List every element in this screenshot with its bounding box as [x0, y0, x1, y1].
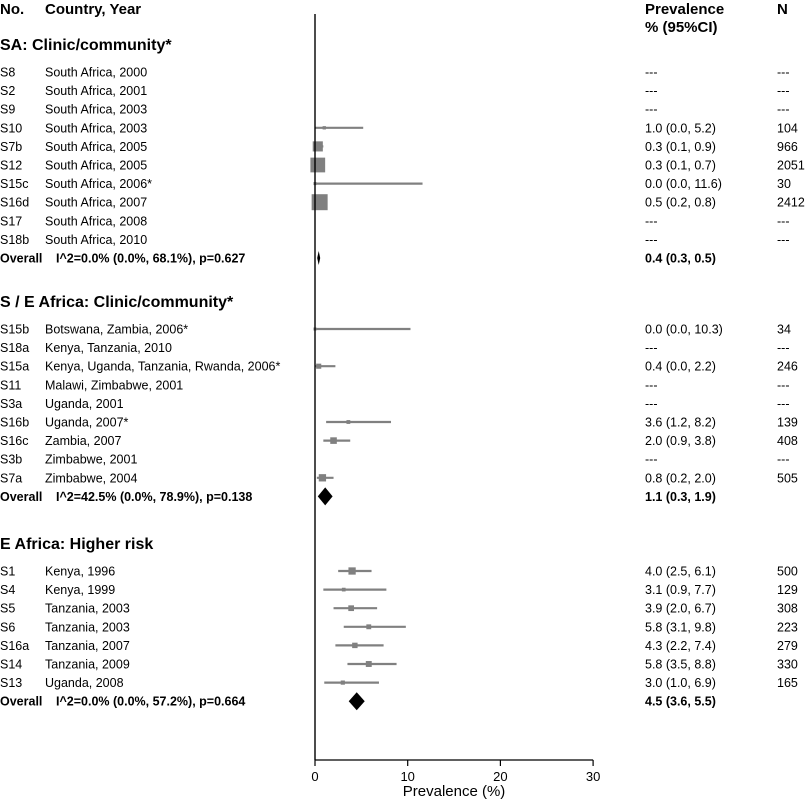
overall-estimate-text: 4.5 (3.6, 5.5) [645, 694, 716, 709]
study-estimate-text: 0.8 (0.2, 2.0) [645, 471, 716, 486]
study-id: S13 [0, 676, 23, 691]
study-label: Kenya, 1996 [45, 564, 116, 579]
study-row [0, 583, 798, 597]
study-row [0, 194, 805, 210]
study-id: S3a [0, 396, 23, 411]
study-label: Uganda, 2007* [45, 415, 129, 430]
study-id: S16b [0, 415, 30, 430]
study-n: 104 [777, 121, 798, 136]
study-label: Malawi, Zimbabwe, 2001 [45, 378, 184, 393]
pooled-estimate-diamond [318, 487, 333, 505]
study-point-square [342, 588, 346, 592]
study-estimate-text: --- [645, 84, 658, 99]
header-prevalence: Prevalence [645, 1, 725, 18]
study-id: S8 [0, 65, 16, 80]
study-label: South Africa, 2005 [45, 139, 148, 154]
header-no: No. [0, 1, 25, 18]
study-id: S16c [0, 434, 29, 449]
study-estimate-text: --- [645, 232, 658, 247]
study-id: S6 [0, 620, 16, 635]
study-row [0, 416, 798, 430]
study-row [0, 140, 798, 154]
study-id: S18b [0, 232, 30, 247]
study-point-square [313, 141, 323, 151]
study-row [0, 341, 790, 355]
study-estimate-text: 4.3 (2.2, 7.4) [645, 638, 716, 653]
study-id: S12 [0, 158, 23, 173]
study-point-square [323, 126, 326, 129]
study-estimate-text: 0.4 (0.0, 2.2) [645, 359, 716, 374]
study-point-square [348, 605, 354, 611]
study-id: S9 [0, 102, 16, 117]
study-id: S18a [0, 341, 30, 356]
study-row [0, 66, 790, 80]
study-id: S16d [0, 195, 30, 210]
overall-label: Overall [0, 489, 43, 504]
overall-estimate-text: 0.4 (0.3, 0.5) [645, 251, 716, 266]
study-point-square [330, 437, 337, 444]
study-estimate-text: 1.0 (0.0, 5.2) [645, 121, 716, 136]
study-row [0, 453, 790, 467]
x-axis-title: Prevalence (%) [402, 783, 506, 800]
study-n: --- [777, 452, 790, 467]
study-row [0, 434, 798, 448]
study-estimate-text: 2.0 (0.9, 3.8) [645, 434, 716, 449]
study-n: --- [777, 65, 790, 80]
study-n: 139 [777, 415, 798, 430]
study-label: Kenya, Tanzania, 2010 [45, 341, 172, 356]
study-n: 246 [777, 359, 798, 374]
study-n: 505 [777, 471, 798, 486]
overall-row [0, 251, 716, 266]
study-n: --- [777, 396, 790, 411]
study-group [0, 536, 798, 710]
study-row [0, 397, 790, 411]
study-estimate-text: 0.3 (0.1, 0.7) [645, 158, 716, 173]
heterogeneity-stat: I^2=42.5% (0.0%, 78.9%), p=0.138 [56, 489, 253, 504]
study-point-square [348, 567, 355, 574]
study-group [0, 37, 805, 266]
section-title: SA: Clinic/community* [0, 37, 172, 54]
study-label: Tanzania, 2007 [45, 638, 130, 653]
study-id: S7b [0, 139, 23, 154]
study-row [0, 233, 790, 247]
study-n: --- [777, 102, 790, 117]
study-estimate-text: 3.9 (2.0, 6.7) [645, 601, 716, 616]
study-row [0, 676, 798, 690]
x-tick-label: 30 [585, 769, 601, 784]
study-label: South Africa, 2010 [45, 232, 148, 247]
overall-row [0, 487, 716, 505]
study-label: South Africa, 2007 [45, 195, 148, 210]
study-row [0, 103, 790, 117]
header-prevalence-ci: % (95%CI) [645, 19, 718, 36]
x-tick-label: 10 [400, 769, 415, 784]
study-point-square [310, 158, 325, 173]
overall-label: Overall [0, 251, 43, 266]
study-row [0, 214, 790, 228]
column-headers [0, 1, 788, 36]
study-estimate-text: --- [645, 65, 658, 80]
study-row [0, 378, 790, 392]
study-label: Tanzania, 2009 [45, 657, 130, 672]
study-estimate-text: 3.6 (1.2, 8.2) [645, 415, 716, 430]
study-estimate-text: --- [645, 452, 658, 467]
study-n: 966 [777, 139, 798, 154]
section-title: S / E Africa: Clinic/community* [0, 294, 234, 311]
overall-label: Overall [0, 694, 43, 709]
study-row [0, 323, 791, 337]
study-id: S4 [0, 583, 16, 598]
study-id: S3b [0, 452, 23, 467]
study-point-square [366, 624, 371, 629]
study-n: 223 [777, 620, 798, 635]
study-label: South Africa, 2006* [45, 177, 153, 192]
study-estimate-text: 0.3 (0.1, 0.9) [645, 139, 716, 154]
study-label: Zambia, 2007 [45, 434, 122, 449]
study-id: S1 [0, 564, 16, 579]
study-row [0, 158, 805, 173]
study-label: Kenya, Uganda, Tanzania, Rwanda, 2006* [45, 359, 281, 374]
study-id: S15a [0, 359, 30, 374]
study-id: S15b [0, 322, 30, 337]
study-id: S5 [0, 601, 16, 616]
study-label: Tanzania, 2003 [45, 601, 130, 616]
study-label: Botswana, Zambia, 2006* [45, 322, 189, 337]
study-label: Zimbabwe, 2001 [45, 452, 138, 467]
study-estimate-text: 5.8 (3.1, 9.8) [645, 620, 716, 635]
study-point-square [316, 364, 321, 369]
study-estimate-text: --- [645, 378, 658, 393]
study-estimate-text: 5.8 (3.5, 8.8) [645, 657, 716, 672]
study-row [0, 658, 798, 672]
study-n: --- [777, 378, 790, 393]
study-label: Uganda, 2001 [45, 396, 124, 411]
study-n: --- [777, 214, 790, 229]
study-row [0, 639, 798, 653]
study-n: 500 [777, 564, 798, 579]
study-estimate-text: 4.0 (2.5, 6.1) [645, 564, 716, 579]
study-n: 408 [777, 434, 798, 449]
study-label: Kenya, 1999 [45, 583, 116, 598]
header-n: N [777, 1, 788, 18]
overall-row [0, 692, 716, 710]
study-n: 30 [777, 177, 791, 192]
study-row [0, 84, 790, 98]
study-id: S14 [0, 657, 23, 672]
study-n: --- [777, 232, 790, 247]
overall-estimate-text: 1.1 (0.3, 1.9) [645, 489, 716, 504]
study-label: Zimbabwe, 2004 [45, 471, 138, 486]
study-id: S15c [0, 177, 29, 192]
study-group [0, 294, 798, 505]
study-row [0, 471, 798, 485]
study-estimate-text: 3.0 (1.0, 6.9) [645, 676, 716, 691]
study-row [0, 360, 798, 374]
study-label: South Africa, 2008 [45, 214, 148, 229]
study-row [0, 602, 798, 616]
study-row [0, 177, 791, 191]
study-n: 330 [777, 657, 798, 672]
study-estimate-text: 3.1 (0.9, 7.7) [645, 583, 716, 598]
study-id: S11 [0, 378, 22, 393]
study-n: 2412 [777, 195, 805, 210]
study-n: 165 [777, 676, 798, 691]
study-id: S2 [0, 84, 16, 99]
study-point-square [319, 474, 326, 481]
heterogeneity-stat: I^2=0.0% (0.0%, 57.2%), p=0.664 [56, 694, 246, 709]
study-n: 308 [777, 601, 798, 616]
study-point-square [346, 420, 350, 424]
pooled-estimate-diamond [317, 251, 320, 265]
study-estimate-text: --- [645, 396, 658, 411]
study-id: S7a [0, 471, 23, 486]
study-point-square [366, 661, 372, 667]
study-estimate-text: 0.0 (0.0, 10.3) [645, 322, 723, 337]
study-id: S17 [0, 214, 23, 229]
study-n: 129 [777, 583, 798, 598]
study-label: South Africa, 2003 [45, 121, 148, 136]
study-id: S16a [0, 638, 30, 653]
study-estimate-text: --- [645, 102, 658, 117]
study-point-square [341, 681, 345, 685]
section-title: E Africa: Higher risk [0, 536, 154, 553]
study-n: 279 [777, 638, 798, 653]
study-estimate-text: 0.5 (0.2, 0.8) [645, 195, 716, 210]
study-estimate-text: 0.0 (0.0, 11.6) [645, 177, 722, 192]
study-n: --- [777, 84, 790, 99]
study-point-square [312, 194, 328, 210]
study-label: Tanzania, 2003 [45, 620, 130, 635]
x-tick-label: 20 [493, 769, 508, 784]
x-tick-label: 0 [311, 769, 319, 784]
study-estimate-text: --- [645, 214, 658, 229]
study-label: South Africa, 2001 [45, 84, 148, 99]
pooled-estimate-diamond [349, 692, 365, 710]
study-row [0, 620, 798, 634]
study-label: Uganda, 2008 [45, 676, 124, 691]
plot-rows [0, 37, 805, 710]
study-id: S10 [0, 121, 23, 136]
header-country-year: Country, Year [45, 1, 142, 18]
study-row [0, 565, 798, 579]
study-label: South Africa, 2005 [45, 158, 148, 173]
study-n: --- [777, 341, 790, 356]
study-n: 34 [777, 322, 791, 337]
study-estimate-text: --- [645, 341, 658, 356]
study-n: 2051 [777, 158, 805, 173]
study-row [0, 121, 798, 135]
study-label: South Africa, 2000 [45, 65, 148, 80]
study-point-square [352, 643, 357, 648]
study-label: South Africa, 2003 [45, 102, 148, 117]
heterogeneity-stat: I^2=0.0% (0.0%, 68.1%), p=0.627 [56, 251, 246, 266]
